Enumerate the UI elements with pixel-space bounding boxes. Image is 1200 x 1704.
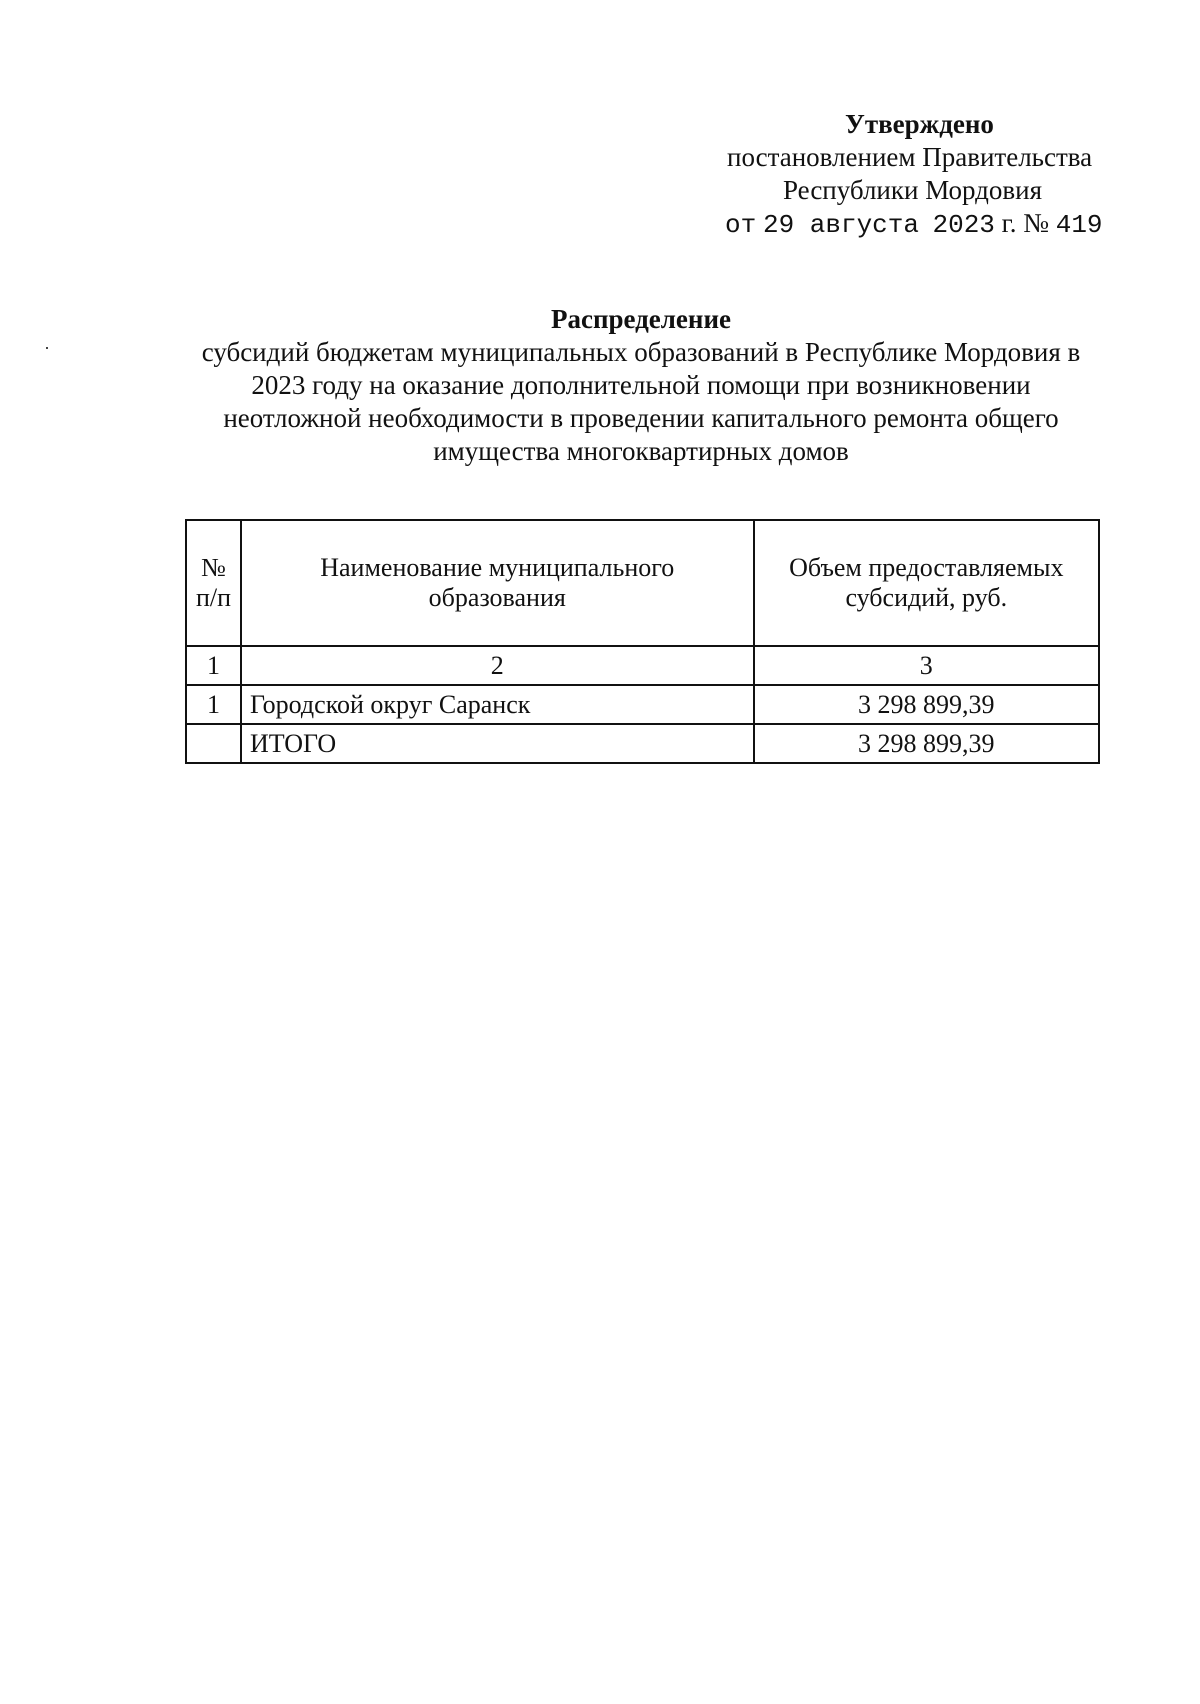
total-volume: 3 298 899,39 xyxy=(754,724,1099,763)
subtitle-line-2: 2023 году на оказание дополнительной помощи при возникновении xyxy=(251,370,1031,400)
header-num xyxy=(186,520,241,646)
row-num: 1 xyxy=(186,685,241,724)
table-header-row xyxy=(186,520,1099,646)
document-heading xyxy=(120,303,1162,468)
scan-speck xyxy=(46,347,48,349)
approval-line-republic: Республики Мордовия xyxy=(783,175,1043,205)
header-volume-line-1: Объем предоставляемых xyxy=(789,553,1064,582)
subtitle-line-3: неотложной необходимости в проведении капитального ремонта общего xyxy=(223,403,1059,433)
table-row xyxy=(186,685,1099,724)
date-year: 2023 xyxy=(932,210,995,240)
subtitle-line-1: субсидий бюджетам муниципальных образований в Республике Мордовия в xyxy=(201,337,1081,367)
total-label: ИТОГО xyxy=(241,724,754,763)
table-total-row xyxy=(186,724,1099,763)
subtitle-line-4: имущества многоквартирных домов xyxy=(433,436,849,466)
row-subsidy-volume: 3 298 899,39 xyxy=(754,685,1099,724)
header-volume-line-2: субсидий, руб. xyxy=(845,583,1008,612)
date-day-month: 29 августа xyxy=(762,210,919,240)
document-number: 419 xyxy=(1055,210,1103,240)
header-volume xyxy=(754,520,1099,646)
total-num xyxy=(186,724,241,763)
header-name-line-1: Наименование муниципального xyxy=(320,553,675,582)
date-prefix: от xyxy=(725,210,757,240)
column-number-row xyxy=(186,646,1099,685)
approval-stamp-block xyxy=(700,108,1160,242)
header-name-line-2: образования xyxy=(428,583,566,612)
column-number-2: 2 xyxy=(241,646,754,685)
approval-title: Утверждено xyxy=(845,109,994,139)
row-municipality-name: Городской округ Саранск xyxy=(241,685,754,724)
document-title: Распределение xyxy=(550,304,732,334)
header-name xyxy=(241,520,754,646)
column-number-1: 1 xyxy=(186,646,241,685)
date-suffix: г. № xyxy=(1001,208,1049,238)
column-number-3: 3 xyxy=(754,646,1099,685)
subsidy-distribution-table xyxy=(185,519,1100,764)
header-num-line-1: № xyxy=(201,553,226,582)
approval-line-resolution: постановлением Правительства xyxy=(727,142,1093,172)
header-num-line-2: п/п xyxy=(195,583,231,612)
approval-line-date xyxy=(700,207,1160,242)
